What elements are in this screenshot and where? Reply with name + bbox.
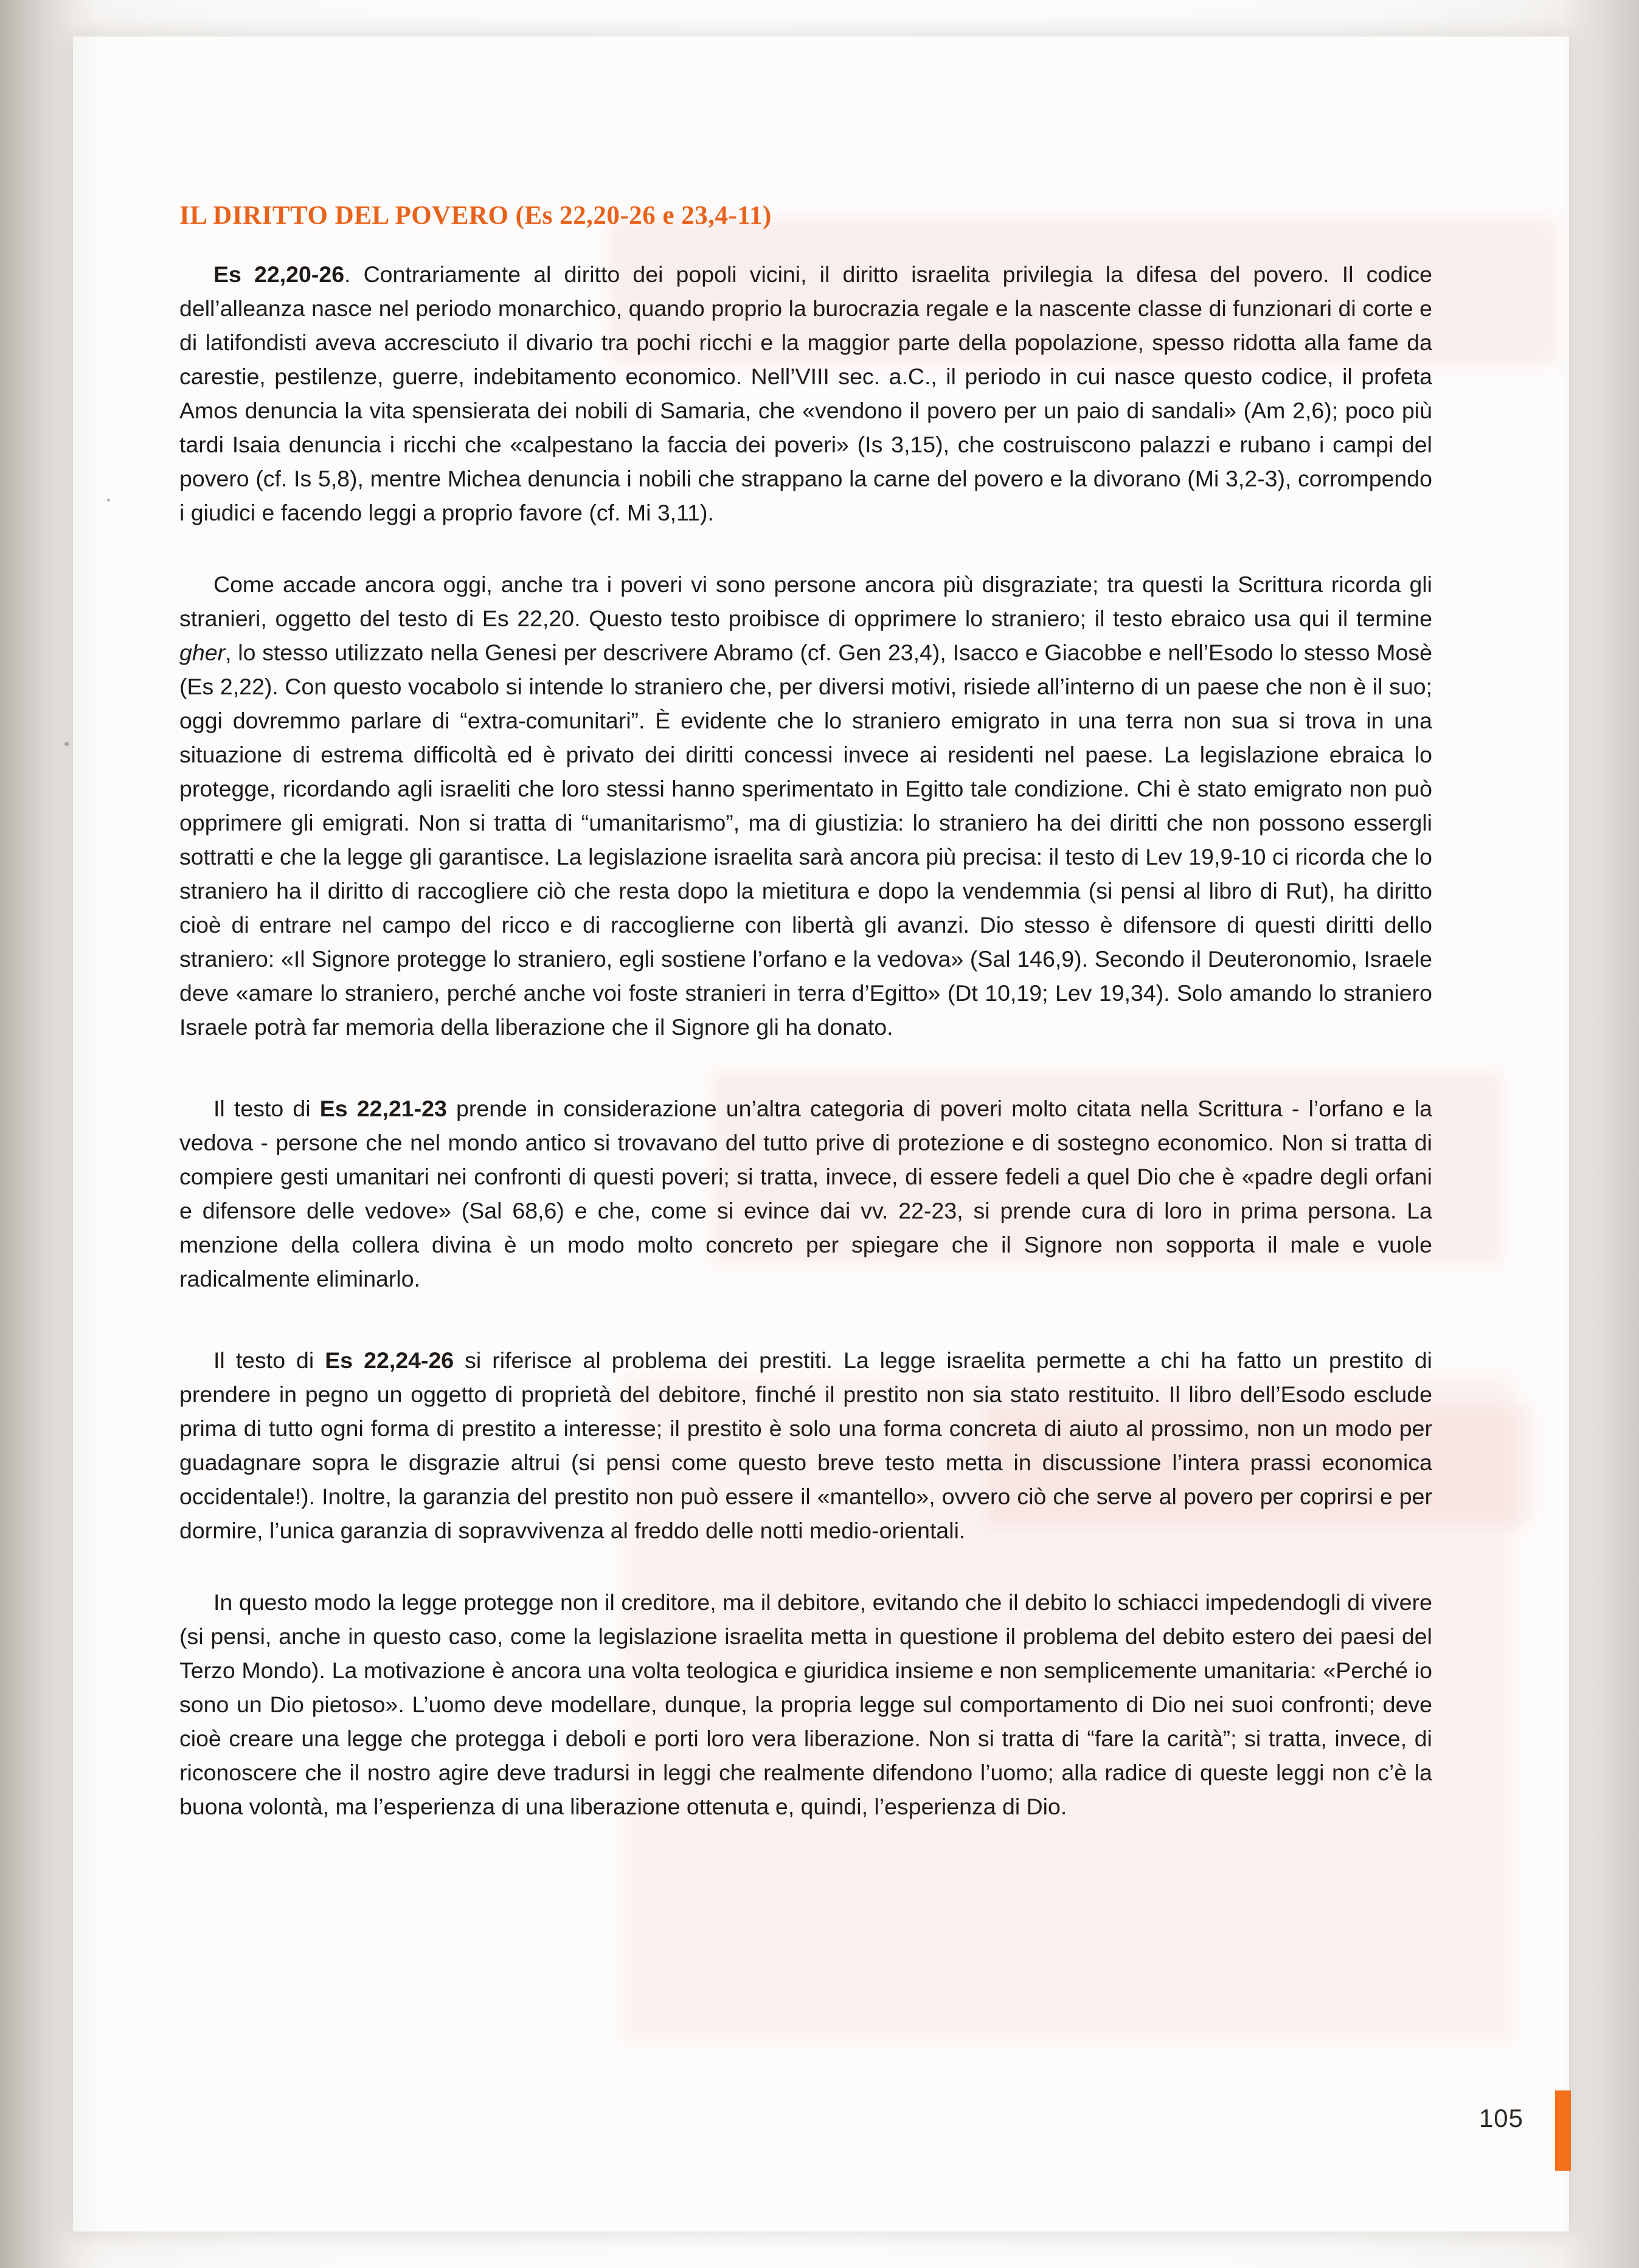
scan-speck — [107, 499, 110, 502]
page-body — [179, 201, 1432, 1824]
paragraph-1: Es 22,20-26. Contrariamente al diritto dei popoli vicini, il diritto israelita privilegia la difesa del povero. Il codice dell’alleanza nasce nel periodo monarchico, quando proprio la burocrazia regale e la nascente classe di funzionari di corte e di latifondisti aveva accresciuto il divario tra pochi ricchi e la maggior parte della popolazione, spesso ridotta alla fame da carestie, pestilenze, guerre, indebitamento economico. Nell’VIII sec. a.C., il periodo in cui nasce questo codice, il profeta Amos denuncia la vita spensierata dei nobili di Samaria, che «vendono il povero per un paio di sandali» (Am 2,6); poco più tardi Isaia denuncia i ricchi che «calpestano la faccia dei poveri» (Is 3,15), che costruiscono palazzi e rubano i campi del povero (cf. Is 5,8), mentre Michea denuncia i nobili che strappano la carne del povero e la divorano (Mi 3,2-3), corrompendo i giudici e facendo leggi a proprio favore (cf. Mi 3,11). — [179, 261, 1432, 525]
page-number: 105 — [1478, 2104, 1523, 2132]
paragraph-spacer — [179, 1296, 1432, 1343]
paragraph-5: In questo modo la legge protegge non il creditore, ma il debitore, evitando che il debito lo schiacci impedendogli di vivere (si pensi, anche in questo caso, come la legislazione israelita metta in questione il problema del debito estero dei paesi del Terzo Mondo). La motivazione è ancora una volta teologica e giuridica insieme e non semplicemente umanitaria: «Perché io sono un Dio pietoso». L’uomo deve modellare, dunque, la propria legge sul comportamento di Dio nei suoi confronti; deve cioè creare una legge che protegga i deboli e porti loro vera liberazione. Non si tratta di “fare la carità”; si tratta, invece, di riconoscere che il nostro agire deve tradursi in leggi che realmente difendono l’uomo; alla radice di queste leggi non c’è la buona volontà, ma l’esperienza di una liberazione ottenuta e, quindi, l’esperienza di Dio. — [179, 1589, 1432, 1819]
paragraph-spacer — [179, 530, 1432, 567]
page-number-container — [1479, 2104, 1523, 2133]
page-title: IL DIRITTO DEL POVERO (Es 22,20-26 e 23,4-11) — [179, 201, 772, 230]
paragraph-3: Il testo di Es 22,21-23 prende in considerazione un’altra categoria di poveri molto citata nella Scrittura - l’orfano e la vedova - persone che nel mondo antico si trovavano del tutto prive di protezione e di sostegno economico. Non si tratta di compiere gesti umanitari nei confronti di questi poveri; si tratta, invece, di essere fedeli a quel Dio che è «padre degli orfani e difensore delle vedove» (Sal 68,6) e che, come si evince dai vv. 22-23, si prende cura di loro in prima persona. La menzione della collera divina è un modo molto concreto per spiegare che il Signore non sopporta il male e vuole radicalmente eliminarlo. — [179, 1096, 1433, 1291]
page-edge-shadow — [1560, 0, 1639, 2268]
book-spine-shadow — [0, 0, 103, 2268]
paragraph-spacer — [179, 1044, 1432, 1091]
paragraph-spacer — [179, 1547, 1432, 1585]
paragraph-4: Il testo di Es 22,24-26 si riferisce al problema dei prestiti. La legge israelita permette a chi ha fatto un prestito di prendere in pegno un oggetto di proprietà del debitore, finché il prestito non sia stato restituito. Il libro dell’Esodo esclude prima di tutto ogni forma di prestito a interesse; il prestito è solo una forma concreta di aiuto al prossimo, non un modo per guadagnare sopra le disgrazie altrui (si pensi come questo breve testo metta in discussione l’intera prassi economica occidentale!). Inoltre, la garanzia del prestito non può essere il «mantello», ovvero ciò che serve al povero per coprirsi e per dormire, l’unica garanzia di sopravvivenza al freddo delle notti medio-orientali. — [179, 1347, 1433, 1543]
paragraph-2: Come accade ancora oggi, anche tra i poveri vi sono persone ancora più disgraziate; tra questi la Scrittura ricorda gli stranieri, oggetto del testo di Es 22,20. Questo testo proibisce di opprimere lo straniero; il testo ebraico usa qui il termine gher, lo stesso utilizzato nella Genesi per descrivere Abramo (cf. Gen 23,4), Isacco e Giacobbe e nell’Esodo lo stesso Mosè (Es 2,22). Con questo vocabolo si intende lo straniero che, per diversi motivi, risiede all’interno di un paese che non è il suo; oggi dovremmo parlare di “extra-comunitari”. È evidente che lo straniero emigrato in una terra non sua si trova in una situazione di estrema difficoltà ed è privato dei diritti concessi invece ai residenti nel paese. La legislazione ebraica lo protegge, ricordando agli israeliti che loro stessi hanno sperimentato in Egitto tale condizione. Chi è stato emigrato non può opprimere gli emigrati. Non si tratta di “umanitarismo”, ma di giustizia: lo straniero ha dei diritti che non possono essergli sottratti e che la legge gli garantisce. La legislazione israelita sarà ancora più precisa: il testo di Lev 19,9-10 ci ricorda che lo straniero ha il diritto di raccogliere ciò che resta dopo la mietitura e dopo la vendemmia (si pensi al libro di Rut), ha diritto cioè di entrare nel campo del ricco e di raccoglierne con libertà gli avanzi. Dio stesso è difensore di questi diritti dello straniero: «Il Signore protegge lo straniero, egli sostiene l’orfano e la vedova» (Sal 146,9). Secondo il Deuteronomio, Israele deve «amare lo straniero, perché anche voi foste stranieri in terra d’Egitto» (Dt 10,19; Lev 19,34). Solo amando lo straniero Israele potrà far memoria della liberazione che il Signore gli ha donato. — [179, 572, 1432, 1040]
